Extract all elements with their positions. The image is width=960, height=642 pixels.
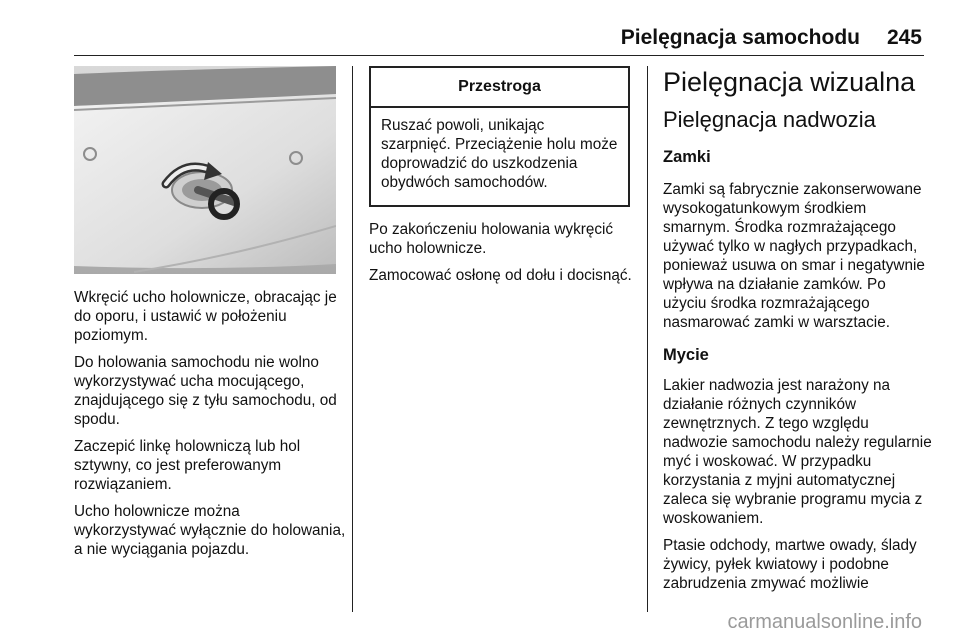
header-title: Pielęgnacja samochodu	[620, 26, 860, 49]
middle-text-column	[369, 220, 639, 293]
bumper-tow-eye-drawing	[74, 66, 336, 274]
section-heading: Pielęgnacja wizualna	[663, 67, 916, 97]
tow-eye-illustration	[74, 66, 336, 274]
header-rule	[74, 55, 924, 56]
page-number: 245	[886, 26, 922, 49]
warning-text: Ruszać powoli, unikając szarpnięć. Przeciążenie holu może doprowadzić do uszkodzenia obydwóch samochodów.	[381, 117, 618, 191]
paragraph: Po zakończeniu holowania wykręcić ucho holownicze.	[369, 221, 614, 257]
warning-box	[369, 66, 630, 207]
washing-paragraph: Lakier nadwozia jest narażony na działanie różnych czynników zewnętrznych. Z tego względu nadwozie samochodu należy regularnie myć i woskować. W przypadku korzystania z myjni automatycznej zaleca się wybranie programu mycia z woskowaniem.	[663, 377, 932, 527]
washing-heading: Mycie	[663, 346, 709, 364]
watermark: carmanualsonline.info	[727, 611, 922, 633]
washing-paragraph: Ptasie odchody, martwe owady, ślady żywicy, pyłek kwiatowy i podobne zabrudzenia zmywać możliwie	[663, 537, 917, 592]
paragraph: Zamocować osłonę od dołu i docisnąć.	[369, 267, 632, 284]
locks-heading: Zamki	[663, 148, 711, 166]
paragraph: Do holowania samochodu nie wolno wykorzystywać ucha mocującego, znajdującego się z tyłu samochodu, od spodu.	[74, 354, 337, 428]
locks-paragraph: Zamki są fabrycznie zakonserwowane wysokogatunkowym środkiem smarnym. Środka rozmrażającego używać tylko w nagłych przypadkach, ponieważ usuwa on smar i negatywnie wpływa na działanie zamków. Po użyciu środka rozmrażającego nasmarować zamki w warsztacie.	[663, 181, 925, 331]
subsection-heading: Pielęgnacja nadwozia	[663, 107, 876, 132]
right-text-column	[663, 66, 933, 601]
warning-title: Przestroga	[371, 68, 628, 108]
left-text-column	[74, 288, 346, 567]
column-divider-left	[352, 66, 353, 612]
paragraph: Zaczepić linkę holowniczą lub hol sztywny, co jest preferowanym rozwiązaniem.	[74, 438, 301, 493]
paragraph: Wkręcić ucho holownicze, obracając je do oporu, i ustawić w położeniu poziomym.	[74, 289, 337, 344]
paragraph: Ucho holownicze można wykorzystywać wyłącznie do holowania, a nie wyciągania pojazdu.	[74, 503, 346, 558]
column-divider-right	[647, 66, 648, 612]
